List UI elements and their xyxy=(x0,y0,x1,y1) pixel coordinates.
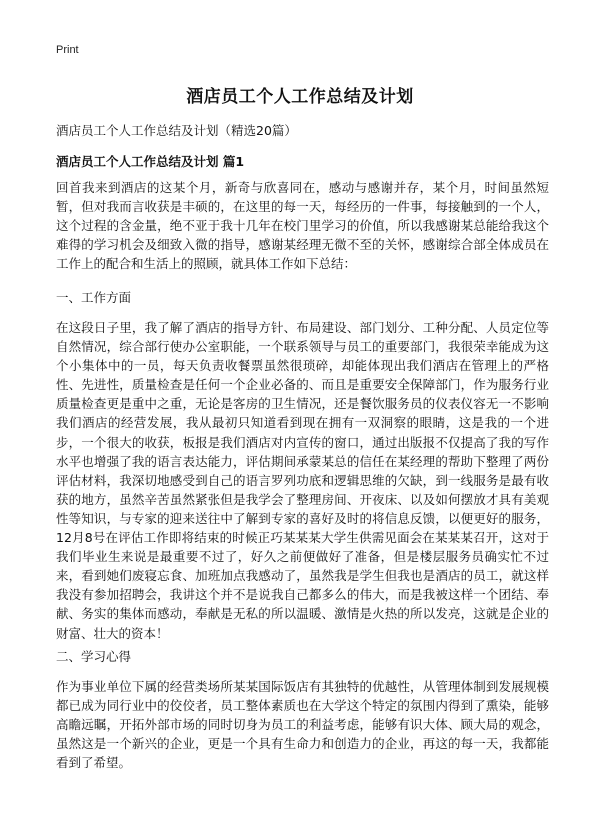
intro-paragraph: 回首我来到酒店的这某个月，新奇与欣喜同在，感动与感谢并存，某个月，时间虽然短暂，但对我而言收获是丰硕的，在这里的每一天，每经历的一件事，每接触到的一个人，这个过程的含金量，绝不亚于我十几年在校门里学习的价值，所以我感谢某总能给我这个难得的学习机会及细致入微的指导，感谢某经理无微不至的关怀，感谢综合部全体成员在工作上的配合和生活上的照顾，就具体工作如下总结： xyxy=(56,180,549,272)
learning-paragraph: 作为事业单位下属的经营类场所某某国际饭店有其独特的优越性，从管理体制到发展规模都已成为同行业中的佼佼者，员工整体素质也在大学这个特定的氛围内得到了熏染，能够高瞻远瞩，开拓外部市场的同时切身为员工的利益考虑，能够有识大体、顾大局的观念，虽然这是一个新兴的企业，更是一个具有生命力和创造力的企业，再这的每一天，我都能看到了希望。 xyxy=(56,679,549,771)
section-heading-work: 一、工作方面 xyxy=(56,290,132,305)
article-heading: 酒店员工个人工作总结及计划 篇1 xyxy=(56,154,245,169)
print-link[interactable]: Print xyxy=(56,44,79,56)
work-paragraph: 在这段日子里，我了解了酒店的指导方针、布局建设、部门划分、工种分配、人员定位等自然情况，综合部行使办公室职能，一个联系领导与员工的重要部门，我很荣幸能成为这个小集体中的一员，每天负责收餐票虽然很琐碎，却能体现出我们酒店在管理上的严格性、先进性，质量检查是任何一个企业必备的、而且是重要安全保障部门，作为服务行业质量检查更是重中之重，无论是客房的卫生情况，还是餐饮服务员的仪表仪容无一不影响我们酒店的经营发展，我从最初只知道看到现在拥有一双洞察的眼睛，这是我的一个进步，一个很大的收获，板报是我们酒店对内宣传的窗口，通过出版报不仅提高了我的写作水平也增强了我的语言表达能力，评估期间承蒙某总的信任在某经理的帮助下整理了两份评估材料，我深切地感受到自己的语言罗列功底和逻辑思维的欠缺，到一线服务是最有收获的地方，虽然辛苦虽然紧张但是我学会了整理房间、开夜床、以及如何摆放才具有美观性等知识，与专家的迎来送往中了解到专家的喜好及时的将信息反馈，以便更好的服务，12月8号在评估工作即将结束的时候正巧某某某大学生供需见面会在某某某召开，这对于我们毕业生来说是最重要不过了，好久之前便做好了准备，但是楼层服务员确实忙不过来，看到她们废寝忘食、加班加点我感动了，虽然我是学生但我也是酒店的员工，就这样我没有参加招聘会，我讲这个并不是说我自己都多么的伟大，而是我被这样一个团结、奉献、务实的集体而感动，奉献是无私的所以温暖、激情是火热的所以发亮，这就是企业的财富、壮大的资本！ xyxy=(56,320,549,641)
section-heading-learning: 二、学习心得 xyxy=(56,649,132,664)
document-title: 酒店员工个人工作总结及计划 xyxy=(186,87,414,107)
document-subtitle: 酒店员工个人工作总结及计划（精选20篇） xyxy=(56,123,297,138)
